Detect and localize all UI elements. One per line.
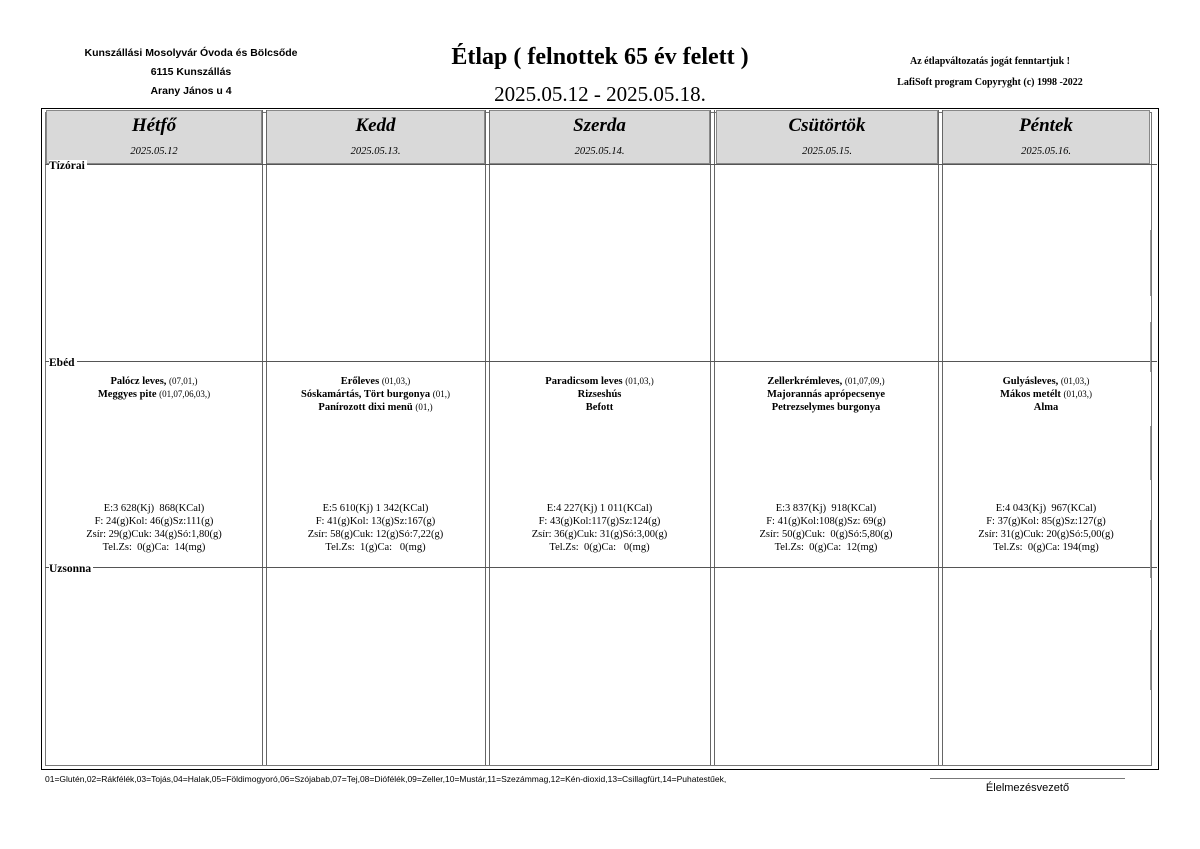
allergen-codes: (01,03,) [1063, 389, 1093, 399]
meal-item: Rizseshús [577, 389, 622, 400]
org-street: Arany János u 4 [150, 85, 232, 97]
column-divider [942, 110, 943, 765]
allergen-codes: (01,03,) [1060, 376, 1090, 386]
meal-item: Alma [1033, 402, 1059, 413]
nutrition-friday: E:4 043(Kj) 967(KCal) F: 37(g)Kol: 85(g)Sz:127(g) Zsír: 31(g)Cuk: 20(g)Só:5,00(g) Tel.Zs: 0(g)Ca: 194(mg) [978, 503, 1114, 553]
day-header-friday [942, 110, 1150, 164]
signature-line [930, 778, 1125, 779]
meal-item: Meggyes pite (01,07,06,03,) [97, 389, 211, 400]
day-date: 2025.05.14. [574, 146, 625, 157]
allergen-codes: (01,07,06,03,) [159, 389, 211, 399]
meal-item: Panírozott dixi menü (01,) [318, 402, 433, 413]
edge-mark [1150, 520, 1151, 578]
day-name: Kedd [355, 115, 396, 136]
edge-mark [1150, 230, 1151, 296]
copyright-notice: LafiSoft program Copyryght (c) 1998 -2022 [897, 77, 1083, 88]
notice-block [860, 51, 1120, 93]
day-name: Szerda [573, 115, 626, 136]
lunch-menu-tuesday [266, 375, 485, 414]
allergen-codes: (07,01,) [169, 376, 198, 386]
allergen-codes: (01,) [415, 402, 433, 412]
day-header-wednesday [489, 110, 710, 164]
meal-item: Zellerkrémleves, (01,07,09,) [767, 376, 885, 387]
org-name: Kunszállási Mosolyvár Óvoda és Bölcsőde [84, 47, 298, 59]
meal-item: Majorannás aprópecsenye [766, 389, 886, 400]
edge-mark [1150, 630, 1151, 690]
day-date: 2025.05.15. [802, 146, 852, 157]
meal-item: Palócz leves, (07,01,) [110, 376, 198, 387]
allergen-codes: (01,03,) [381, 376, 411, 386]
day-date: 2025.05.12 [130, 146, 178, 157]
nutrition-tuesday: E:5 610(Kj) 1 342(KCal) F: 41(g)Kol: 13(g)Sz:167(g) Zsír: 58(g)Cuk: 12(g)Só:7,22(g) Tel.Zs: 1(g)Ca: 0(mg) [307, 503, 444, 553]
org-zip-city: 6115 Kunszállás [150, 66, 232, 78]
column-divider [710, 110, 711, 765]
change-notice: Az étlapváltozatás jogát fenntartjuk ! [910, 56, 1070, 67]
meal-item: Petrezselymes burgonya [771, 402, 881, 413]
nutrition-monday: E:3 628(Kj) 868(KCal) F: 24(g)Kol: 46(g)Sz:111(g) Zsír: 29(g)Cuk: 34(g)Só:1,80(g) Tel.Zs: 0(g)Ca: 14(mg) [86, 503, 222, 553]
allergen-codes: (01,07,09,) [844, 376, 885, 386]
row-divider [45, 361, 1157, 362]
edge-mark [1150, 426, 1151, 480]
column-divider [489, 110, 490, 765]
meal-item: Befott [585, 402, 614, 413]
allergen-codes: (01,) [432, 389, 450, 399]
allergen-legend: 01=Glutén,02=Rákfélék,03=Tojás,04=Halak,05=Földimogyoró,06=Szójabab,07=Tej,08=Diófélék,09=Zeller,10=Mustár,11=Szezámmag,12=Kén-dioxid,13=Csillagfürt,14=Puhatestűek, [45, 774, 727, 784]
row-label-uzsonna: Uzsonna [49, 563, 92, 575]
day-header-monday [46, 110, 262, 164]
meal-item: Erőleves (01,03,) [340, 376, 411, 387]
column-divider [938, 110, 939, 765]
row-divider [45, 164, 1157, 165]
menu-period: 2025.05.12 - 2025.05.18. [494, 82, 706, 106]
meal-item: Gulyásleves, (01,03,) [1002, 376, 1090, 387]
column-divider [485, 110, 486, 765]
day-header-thursday [716, 110, 938, 164]
nutrition-thursday: E:3 837(Kj) 918(KCal) F: 41(g)Kol:108(g)Sz: 69(g) Zsír: 50(g)Cuk: 0(g)Só:5,80(g) Tel.Zs: 0(g)Ca: 12(mg) [759, 503, 893, 553]
nutrition-wednesday: E:4 227(Kj) 1 011(KCal) F: 43(g)Kol:117(g)Sz:124(g) Zsír: 36(g)Cuk: 31(g)Só:3,00(g) Tel.Zs: 0(g)Ca: 0(mg) [531, 503, 668, 553]
menu-table-inner-frame [45, 112, 1152, 766]
day-name: Hétfő [131, 115, 177, 136]
lunch-menu-thursday [714, 375, 938, 414]
page-title: Étlap ( felnottek 65 év felett ) [451, 44, 749, 70]
day-date: 2025.05.13. [350, 146, 401, 157]
day-date: 2025.05.16. [1021, 146, 1071, 157]
organization-block [60, 44, 322, 101]
signature-label: Élelmezésvezető [985, 782, 1070, 794]
row-label-ebed: Ebéd [49, 357, 75, 369]
row-label-tizorai: Tízórai [49, 160, 85, 172]
meal-item: Paradicsom leves (01,03,) [545, 376, 654, 387]
edge-mark [1150, 322, 1151, 372]
column-divider [262, 110, 263, 765]
meal-item: Mákos metélt (01,03,) [999, 389, 1093, 400]
column-divider [714, 110, 715, 765]
day-header-tuesday [266, 110, 485, 164]
lunch-menu-friday [942, 375, 1150, 414]
meal-item: Sóskamártás, Tört burgonya (01,) [301, 389, 450, 400]
allergen-codes: (01,03,) [625, 376, 654, 386]
row-divider [45, 567, 1157, 568]
day-name: Csütörtök [788, 115, 866, 136]
column-divider [266, 110, 267, 765]
lunch-menu-monday [46, 375, 262, 401]
day-name: Péntek [1019, 115, 1073, 136]
lunch-menu-wednesday [489, 375, 710, 414]
